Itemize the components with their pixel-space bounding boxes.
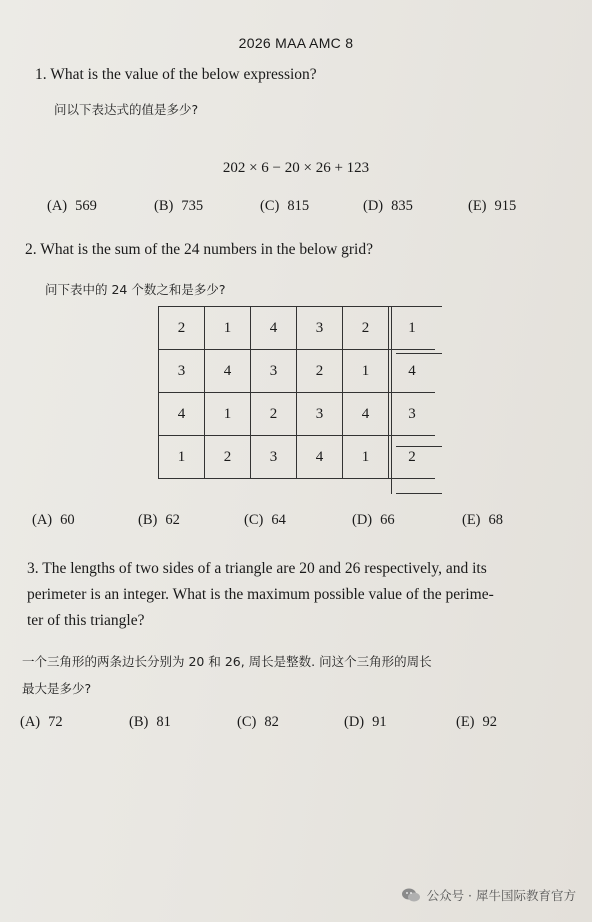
expression: 202 × 6 − 20 × 26 + 123 <box>222 160 370 176</box>
question-number: 3. <box>27 560 39 577</box>
page-title: 2026 MAA AMC 8 <box>238 35 354 51</box>
grid-cell: 1 <box>205 393 251 436</box>
grid-cell: 2 <box>297 350 343 393</box>
answer-choice <box>237 714 279 731</box>
grid-cell: 2 <box>159 307 205 350</box>
answer-choice <box>468 198 516 215</box>
choice-label: (B) <box>129 714 149 730</box>
choice-label: (C) <box>237 714 257 730</box>
choice-value: 66 <box>380 512 395 528</box>
answer-choice <box>244 512 286 529</box>
grid-cell: 4 <box>205 350 251 393</box>
choice-label: (D) <box>363 198 384 214</box>
grid-cell: 3 <box>297 307 343 350</box>
wechat-icon <box>401 887 421 903</box>
grid-cell: 3 <box>251 350 297 393</box>
question-3-chinese-line-1: 一个三角形的两条边长分别为 20 和 26, 周长是整数. 问这个三角形的周长 <box>22 654 432 669</box>
answer-choice <box>363 198 413 215</box>
question-text: What is the value of the below expression? <box>50 66 317 83</box>
choice-label: (A) <box>20 714 41 730</box>
grid-cell: 4 <box>159 393 205 436</box>
choice-value: 81 <box>156 714 171 730</box>
choice-value: 815 <box>287 198 310 214</box>
answer-choice <box>260 198 309 215</box>
grid-row <box>159 393 436 436</box>
choice-label: (D) <box>352 512 373 528</box>
choice-label: (E) <box>468 198 487 214</box>
choice-value: 62 <box>165 512 180 528</box>
question-number: 2. <box>25 241 37 258</box>
grid-cell: 1 <box>159 436 205 479</box>
grid-row <box>159 307 436 350</box>
choice-label: (C) <box>260 198 280 214</box>
grid-row <box>159 350 436 393</box>
question-3-chinese-line-2: 最大是多少? <box>22 681 92 696</box>
grid-cell: 1 <box>343 436 389 479</box>
answer-choice <box>462 512 503 529</box>
answer-choice <box>352 512 395 529</box>
question-3-line-1 <box>27 556 572 582</box>
grid-cell: 4 <box>251 307 297 350</box>
question-2-chinese: 问下表中的 24 个数之和是多少? <box>45 282 226 297</box>
question-text: The lengths of two sides of a triangle are 20 and 26 respectively, and its <box>42 560 487 577</box>
grid-line <box>396 306 442 307</box>
choice-value: 68 <box>488 512 504 528</box>
answer-choice <box>154 198 203 215</box>
choice-label: (E) <box>462 512 481 528</box>
grid-cell: 4 <box>343 393 389 436</box>
grid-cell: 3 <box>251 436 297 479</box>
choice-label: (D) <box>344 714 365 730</box>
grid-cell: 2 <box>389 436 436 479</box>
grid-cell: 1 <box>389 307 436 350</box>
grid-cell: 3 <box>389 393 436 436</box>
choice-value: 735 <box>181 198 204 214</box>
question-1-chinese: 问以下表达式的值是多少? <box>54 102 199 117</box>
choice-label: (A) <box>47 198 68 214</box>
answer-choice <box>32 512 75 529</box>
grid-line <box>396 446 442 447</box>
grid-cell: 3 <box>159 350 205 393</box>
choice-value: 64 <box>271 512 286 528</box>
answer-choice <box>129 714 171 731</box>
question-2 <box>25 241 373 259</box>
answer-choice <box>138 512 180 529</box>
grid-line <box>391 306 392 494</box>
grid-cell: 2 <box>205 436 251 479</box>
answer-choice <box>47 198 97 215</box>
grid-line <box>396 493 442 494</box>
choice-label: (E) <box>456 714 475 730</box>
grid-line <box>396 353 442 354</box>
grid-row <box>159 436 436 479</box>
choice-label: (B) <box>154 198 174 214</box>
grid-cell: 4 <box>389 350 436 393</box>
choice-value: 569 <box>75 198 97 214</box>
grid-cell: 4 <box>297 436 343 479</box>
choice-value: 72 <box>48 714 63 730</box>
question-3-line-2: perimeter is an integer. What is the maximum possible value of the perime- <box>27 586 494 603</box>
choice-label: (B) <box>138 512 158 528</box>
watermark <box>401 886 576 904</box>
choice-value: 915 <box>494 198 517 214</box>
watermark-text: 公众号 · 犀牛国际教育官方 <box>426 888 576 903</box>
question-1 <box>35 66 317 84</box>
choice-value: 92 <box>482 714 498 730</box>
question-number: 1. <box>35 66 47 83</box>
choice-label: (A) <box>32 512 53 528</box>
answer-choice <box>344 714 387 731</box>
choice-value: 60 <box>60 512 75 528</box>
answer-choice <box>456 714 497 731</box>
number-grid <box>158 306 435 479</box>
grid-cell: 1 <box>343 350 389 393</box>
grid-cell: 3 <box>297 393 343 436</box>
choice-label: (C) <box>244 512 264 528</box>
grid-cell: 2 <box>343 307 389 350</box>
question-3-line-3: ter of this triangle? <box>27 612 145 629</box>
question-text: What is the sum of the 24 numbers in the below grid? <box>40 241 373 258</box>
choice-value: 91 <box>372 714 387 730</box>
question-3 <box>27 556 572 634</box>
choice-value: 835 <box>391 198 413 214</box>
choice-value: 82 <box>264 714 279 730</box>
answer-choice <box>20 714 63 731</box>
grid-cell: 1 <box>205 307 251 350</box>
grid-cell: 2 <box>251 393 297 436</box>
